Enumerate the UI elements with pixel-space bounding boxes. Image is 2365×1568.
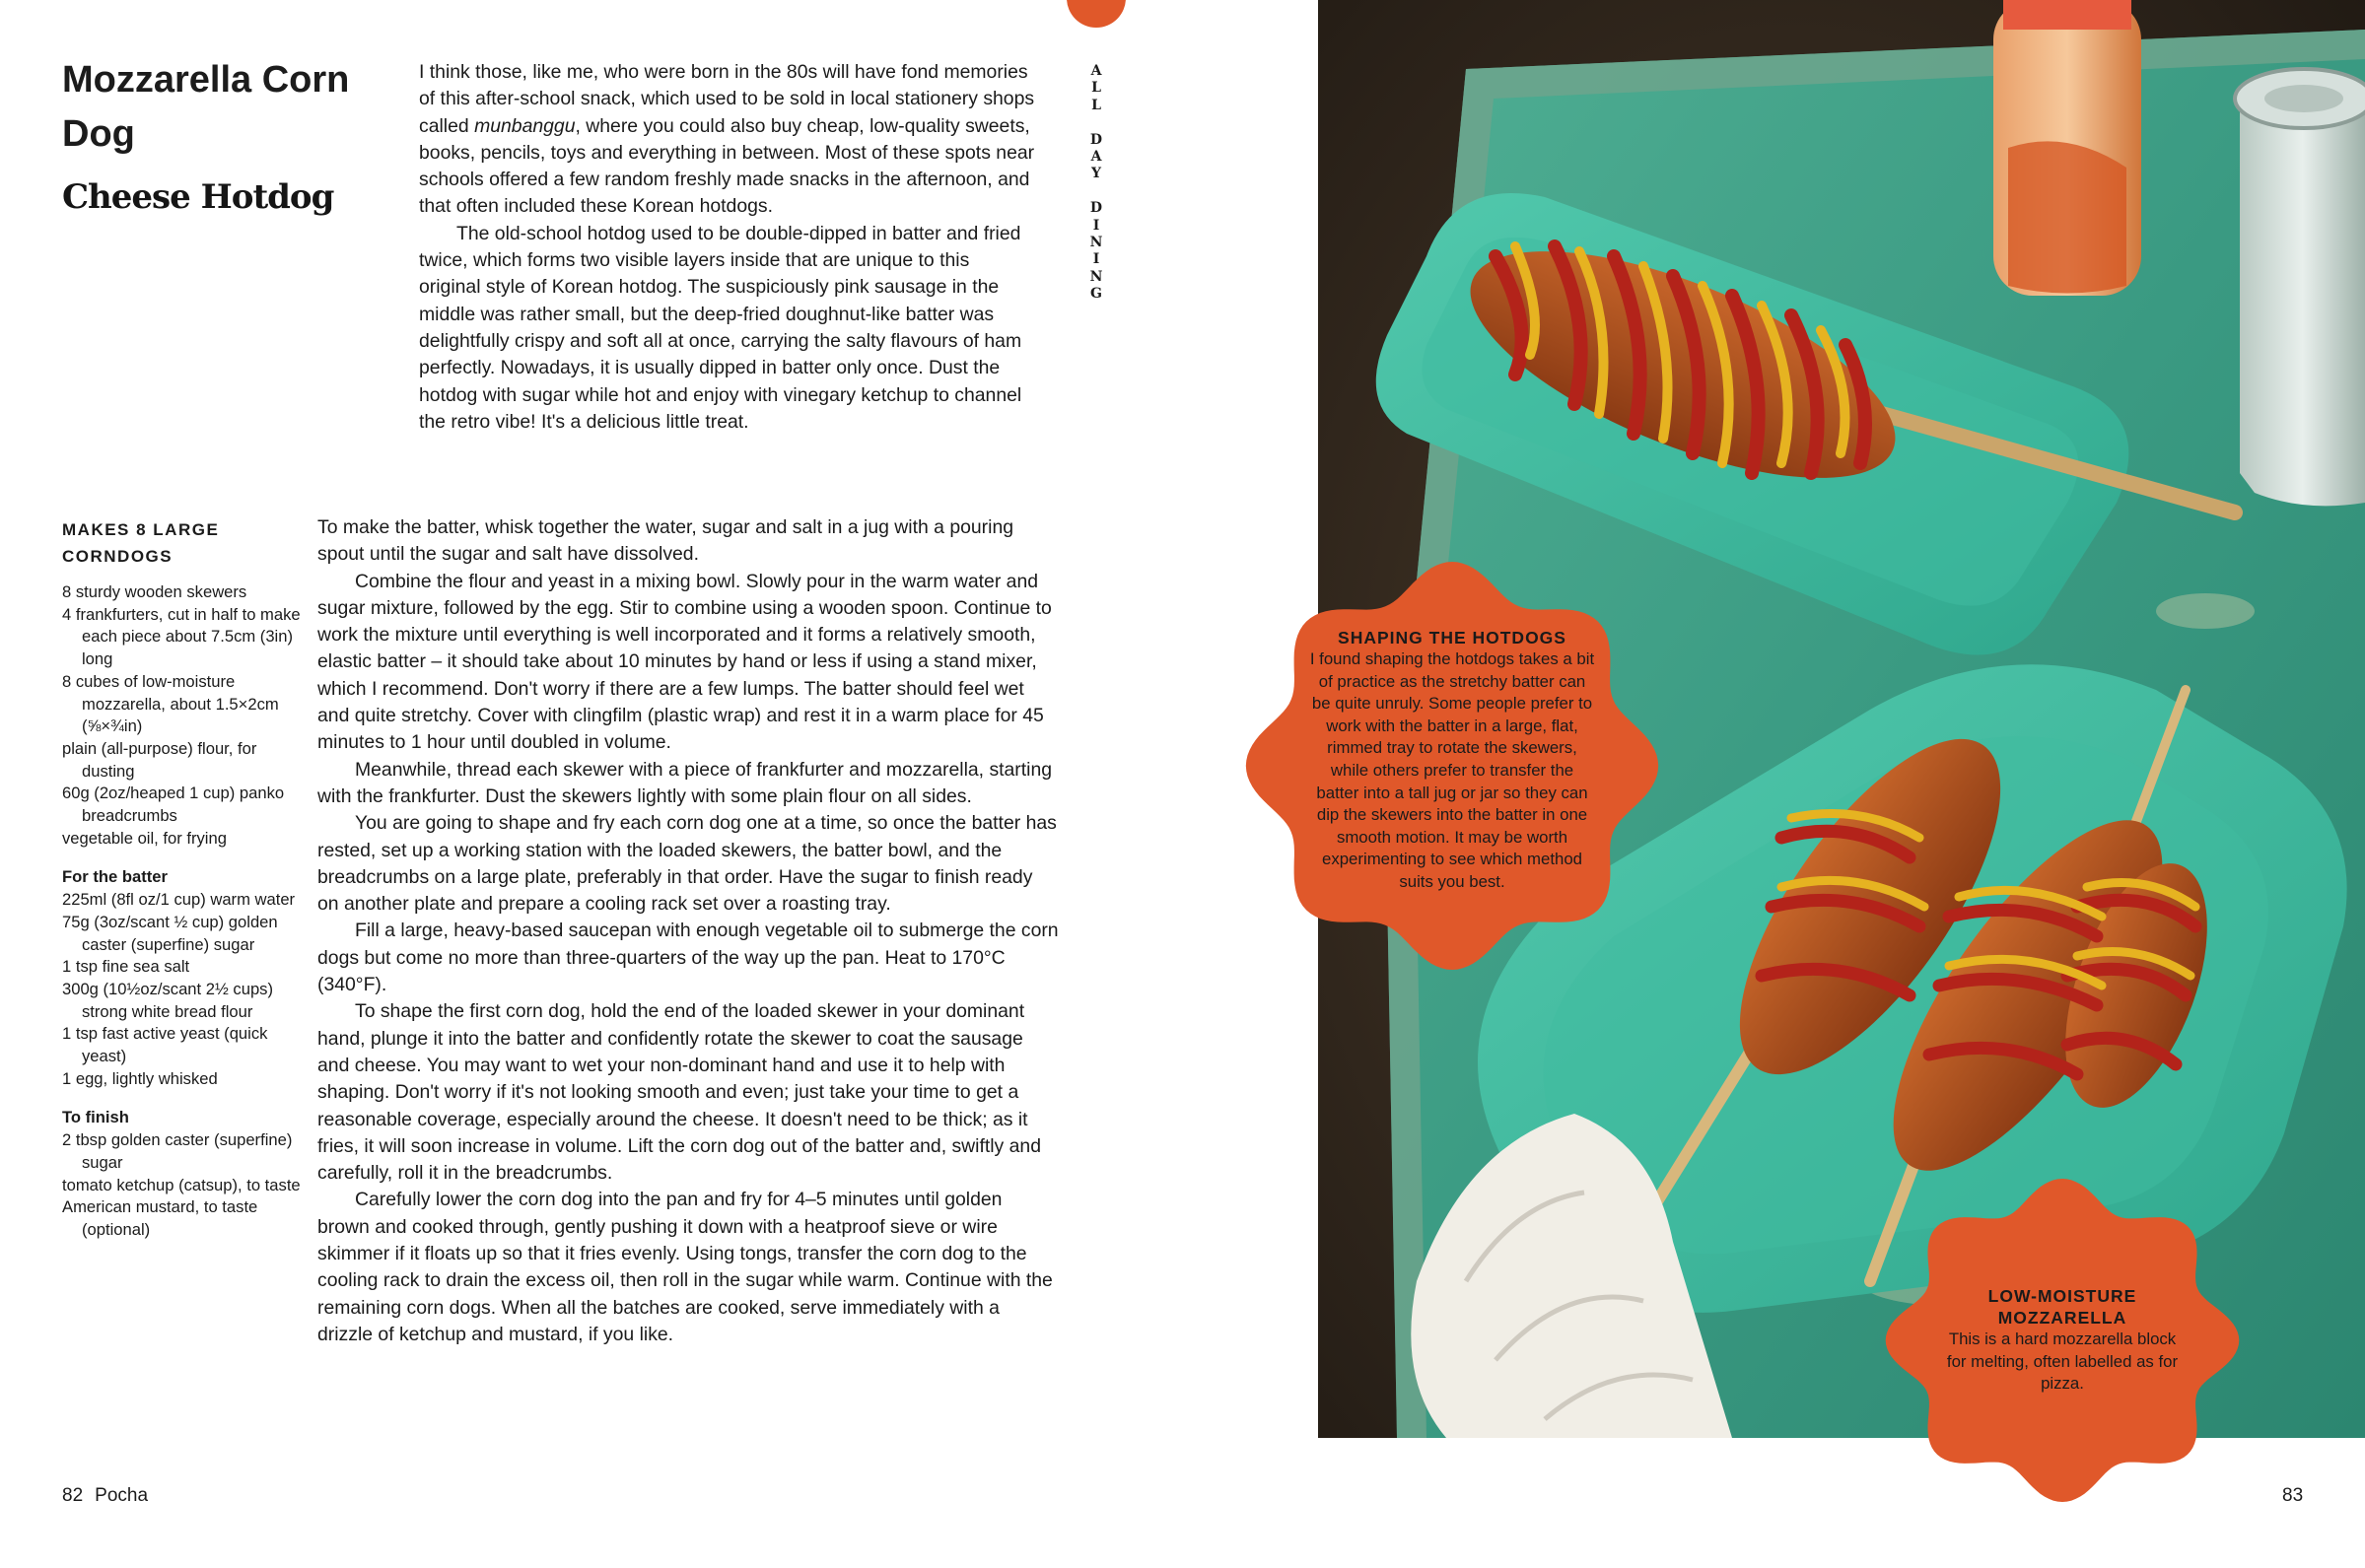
ingredient-item: 1 egg, lightly whisked	[62, 1068, 218, 1088]
intro-text	[419, 59, 1035, 436]
vertical-label-letter: A	[1090, 63, 1102, 79]
page-footer-left	[62, 1485, 148, 1507]
vertical-label-letter: L	[1091, 80, 1101, 97]
vertical-label-letter: D	[1089, 131, 1103, 148]
method-paragraph: Meanwhile, thread each skewer with a piece of frankfurter and mozzarella, starting with the frankfurter. Dust the skewers lightly with some plain flour on all sides.	[317, 758, 1053, 807]
method-text	[317, 514, 1059, 1348]
method-paragraph: You are going to shape and fry each corn dog one at a time, so once the batter has rested, set up a working station with the loaded skewers, the batter bowl, and the breadcrumbs on a large plate, preferably in that order. Have the sugar to finish ready on another plate and prepare a cooling rack set over a roasting tray.	[317, 812, 1057, 916]
ingredient-item: American mustard, to taste (optional)	[62, 1197, 258, 1239]
ingredient-item: 8 cubes of low-moisture mozzarella, about 1.5×2cm (⅝×¾in)	[62, 671, 279, 736]
callout-shaping-title: SHAPING THE HOTDOGS	[1338, 628, 1566, 648]
drink-can	[2235, 69, 2365, 506]
method-paragraph: Combine the flour and yeast in a mixing bowl. Slowly pour in the warm water and sugar mixture, followed by the egg. Stir to combine using a wooden spoon. Continue to work the mixture until everything is well incorporated and it forms a relatively smooth, elastic batter – it should take about 10 minutes by hand or less if using a stand mixer, which I recommend. Don't worry if there are a few lumps. The batter should feel wet and quite stretchy. Cover with clingfilm (plastic wrap) and rest it in a warm place for 45 minutes to 1 hour until doubled in volume.	[317, 570, 1052, 754]
callout-shaping-text	[1308, 627, 1596, 894]
callout-mozzarella	[1885, 1177, 2240, 1504]
yield-heading: MAKES 8 LARGE CORNDOGS	[62, 520, 220, 566]
ingredient-item: 225ml (8fl oz/1 cup) warm water	[62, 890, 296, 910]
vertical-label-letter: N	[1089, 268, 1103, 285]
vertical-label-letter: I	[1092, 251, 1100, 268]
section-vertical-label	[1084, 63, 1108, 304]
method-paragraph: Carefully lower the corn dog into the pan and fry for 4–5 minutes until golden brown and cooked through, gently pushing it down with a heatproof sieve or wire skimmer if it floats up so that it fries evenly. Using tongs, transfer the corn dog to the cooling rack to drain the excess oil, then roll in the sugar while warm. Continue with the remaining corn dogs. When all the batches are cooked, serve immediately with a drizzle of ketchup and mustard, if you like.	[317, 1189, 1053, 1345]
ingredient-item: 60g (2oz/heaped 1 cup) panko breadcrumbs	[62, 784, 285, 826]
ingredient-item: 75g (3oz/scant ½ cup) golden caster (superfine) sugar	[62, 912, 278, 954]
ingredient-item: 1 tsp fast active yeast (quick yeast)	[62, 1024, 268, 1066]
batter-heading: For the batter	[62, 867, 168, 887]
page-number-left: 82	[62, 1485, 84, 1506]
intro-paragraph: I think those, like me, who were born in the 80s will have fond memories of this after-school snack, which used to be sold in local stationery shops called munbanggu, where you could also buy cheap, low-quality sweets, books, pencils, toys and everything in between. Most of these spots near schools offered a few random freshly made snacks in the afternoon, and that often included these Korean hotdogs.	[419, 61, 1035, 218]
callout-shaping-body: I found shaping the hotdogs takes a bit of practice as the stretchy batter can be quite unruly. Some people prefer to work with the batter in a large, flat, rimmed tray to rotate the skewers, while others prefer to transfer the batter into a tall jug or jar so they can dip the skewers into the batter in one smooth motion. It may be worth experimenting to see which method suits you best.	[1309, 649, 1595, 891]
finish-heading: To finish	[62, 1108, 129, 1127]
page-number-right: 83	[2282, 1485, 2304, 1506]
recipe-title: Mozzarella Corn Dog	[62, 59, 350, 155]
method-paragraph: To shape the first corn dog, hold the end of the loaded skewer in your dominant hand, plunge it into the batter and confidently rotate the skewer to coat the sausage and cheese. You may want to wet your non-dominant hand and use it to help with shaping. Don't worry if it's not looking smooth and even; just take your time to get a reasonable coverage, especially around the cheese. It doesn't need to be thick; as it fries, it will soon increase in volume. Lift the corn dog out of the batter and, swiftly and carefully, roll it in the breadcrumbs.	[317, 1000, 1041, 1185]
vertical-label-letter: G	[1090, 286, 1102, 303]
vertical-label-letter: N	[1089, 235, 1103, 251]
ingredient-item: 1 tsp fine sea salt	[62, 957, 190, 977]
method-paragraph: To make the batter, whisk together the water, sugar and salt in a jug with a pouring spout until the sugar and salt have dissolved.	[317, 516, 1014, 566]
callout-mozzarella-title: LOW-MOISTURE MOZZARELLA	[1987, 1286, 2137, 1328]
vertical-label-letter: Y	[1091, 166, 1101, 182]
ingredient-item: vegetable oil, for frying	[62, 828, 227, 848]
ingredient-item: tomato ketchup (catsup), to taste	[62, 1175, 301, 1194]
callout-mozzarella-text	[1944, 1285, 2181, 1396]
callout-mozzarella-body: This is a hard mozzarella block for melting, often labelled as for pizza.	[1946, 1329, 2179, 1394]
ingredient-item: 300g (10½oz/scant 2½ cups) strong white bread flour	[62, 979, 274, 1021]
ingredients-batter	[62, 889, 309, 1090]
method-paragraph: Fill a large, heavy-based saucepan with enough vegetable oil to submerge the corn dogs but come no more than three-quarters of the way up the pan. Heat to 170°C (340°F).	[317, 920, 1059, 996]
recipe-subtitle: Cheese Hotdog	[62, 177, 334, 217]
vertical-label-letter: A	[1090, 149, 1102, 166]
ingredients-main	[62, 581, 309, 850]
vertical-label-gap	[1084, 183, 1108, 200]
ingredient-item: 4 frankfurters, cut in half to make each piece about 7.5cm (3in) long	[62, 604, 301, 669]
book-title: Pocha	[95, 1485, 149, 1506]
intro-paragraph: The old-school hotdog used to be double-dipped in batter and fried twice, which forms two visible layers inside that are unique to this original style of Korean hotdog. The suspiciously pink sausage in the middle was rather small, but the deep-fried doughnut-like batter was delightfully crispy and soft all at once, carrying the salty flavours of ham perfectly. Nowadays, it is usually dipped in batter only once. Dust the hotdog with sugar while hot and enjoy with vinegary ketchup to channel the retro vibe! It's a delicious little treat.	[419, 222, 1022, 433]
hot-sauce-bottle	[1993, 0, 2141, 296]
ingredients-finish	[62, 1129, 309, 1242]
section-tab-marker	[1067, 0, 1126, 28]
ingredients-list	[62, 516, 309, 1242]
vertical-label-letter: I	[1092, 217, 1100, 234]
ingredient-item: 2 tbsp golden caster (superfine) sugar	[62, 1130, 293, 1172]
callout-shaping	[1244, 560, 1660, 972]
vertical-label-letter: D	[1089, 200, 1103, 217]
ingredient-item: 8 sturdy wooden skewers	[62, 582, 247, 601]
ingredient-item: plain (all-purpose) flour, for dusting	[62, 738, 257, 781]
vertical-label-gap	[1084, 114, 1108, 131]
vertical-label-letter: L	[1091, 97, 1101, 113]
